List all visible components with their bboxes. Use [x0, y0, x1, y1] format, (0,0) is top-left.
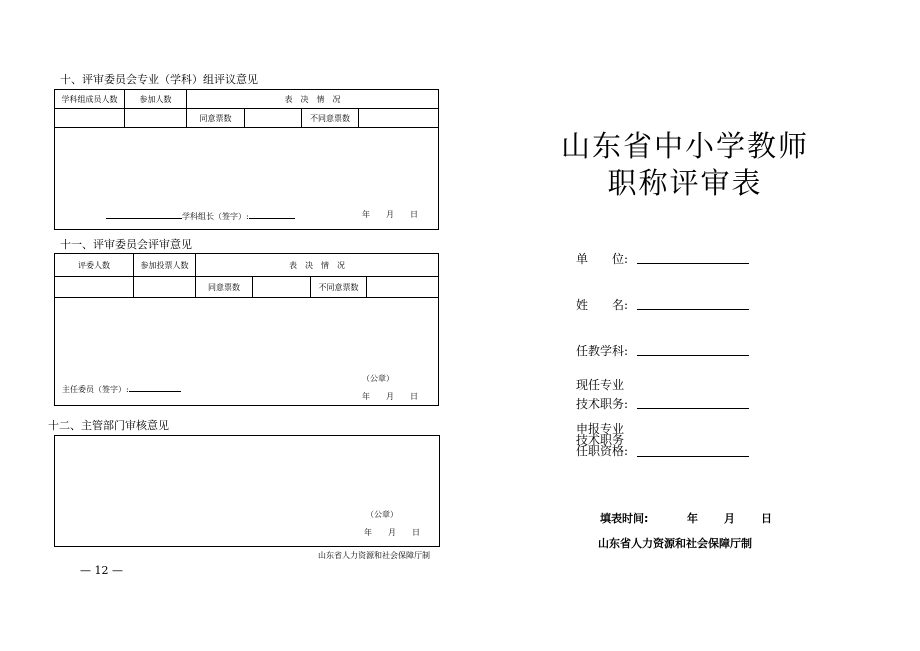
section11-day: 日 — [410, 392, 418, 401]
field-apply-line[interactable] — [637, 456, 749, 457]
field-subject-line[interactable] — [637, 355, 749, 356]
section11-agree-label: 同意票数 — [208, 282, 240, 292]
section12-seal: （公章） — [366, 510, 398, 519]
section11-title: 十一、评审委员会评审意见 — [60, 238, 192, 251]
section10-col-vote: 表 决 情 况 — [284, 94, 341, 104]
section11-col-judges: 评委人数 — [78, 260, 110, 270]
field-current-title-line1: 现任专业 — [576, 378, 625, 392]
fill-time-label: 填表时间: — [600, 512, 649, 525]
cover-title-line2: 职称评审表 — [607, 166, 763, 200]
fill-time-year: 年 — [687, 512, 698, 525]
section10-month: 月 — [386, 210, 394, 219]
fill-time-month: 月 — [724, 512, 735, 525]
section11-sign-label: 主任委员（签字）: — [62, 385, 129, 394]
field-apply-line3: 任职资格: — [576, 444, 629, 458]
page-number: — 12 — — [80, 564, 123, 577]
cover-title-line1: 山东省中小学教师 — [560, 129, 809, 163]
section11-sign-row — [62, 382, 181, 395]
cover-issuer: 山东省人力资源和社会保障厅制 — [598, 537, 752, 550]
section11-year: 年 — [362, 392, 370, 401]
section10-title: 十、评审委员会专业（学科）组评议意见 — [60, 73, 258, 86]
section12-day: 日 — [412, 528, 420, 537]
fill-time-day: 日 — [761, 512, 772, 525]
section10-col-participants: 参加人数 — [139, 94, 172, 104]
section11-col-voters: 参加投票人数 — [140, 260, 189, 270]
section10-day: 日 — [410, 210, 418, 219]
section11-month: 月 — [386, 392, 394, 401]
left-footer: 山东省人力资源和社会保障厅制 — [318, 551, 430, 560]
field-unit-line[interactable] — [637, 263, 749, 264]
section11-disagree-label: 不同意票数 — [318, 282, 359, 292]
section12-month: 月 — [388, 528, 396, 537]
section12-title: 十二、主管部门审核意见 — [48, 419, 169, 432]
section11-signature-line[interactable] — [129, 382, 181, 392]
field-apply-line2: 技术职务 — [576, 433, 625, 447]
section10-blank-line[interactable] — [106, 209, 182, 219]
field-subject-label: 任教学科: — [576, 344, 629, 358]
field-current-title-line2: 技术职务: — [576, 397, 629, 411]
section10-sign-label: 学科组长（签字）: — [182, 212, 249, 221]
field-name-line[interactable] — [637, 309, 749, 310]
section10-agree-label: 同意票数 — [199, 113, 232, 123]
section10-signature-line[interactable] — [249, 209, 295, 219]
section10-sign-row — [106, 209, 295, 222]
section12-year: 年 — [364, 528, 372, 537]
field-current-title-line[interactable] — [637, 408, 749, 409]
field-apply-line1: 申报专业 — [576, 422, 625, 436]
section10-disagree-label: 不同意票数 — [310, 113, 350, 123]
field-unit-label: 单 位: — [576, 252, 629, 266]
section12-box — [54, 435, 440, 547]
section11-col-vote: 表 决 情 况 — [289, 260, 345, 270]
section10-year: 年 — [362, 210, 370, 219]
section11-seal: （公章） — [362, 374, 394, 383]
section10-col-members: 学科组成员人数 — [61, 94, 118, 104]
field-name-label: 姓 名: — [576, 298, 629, 312]
